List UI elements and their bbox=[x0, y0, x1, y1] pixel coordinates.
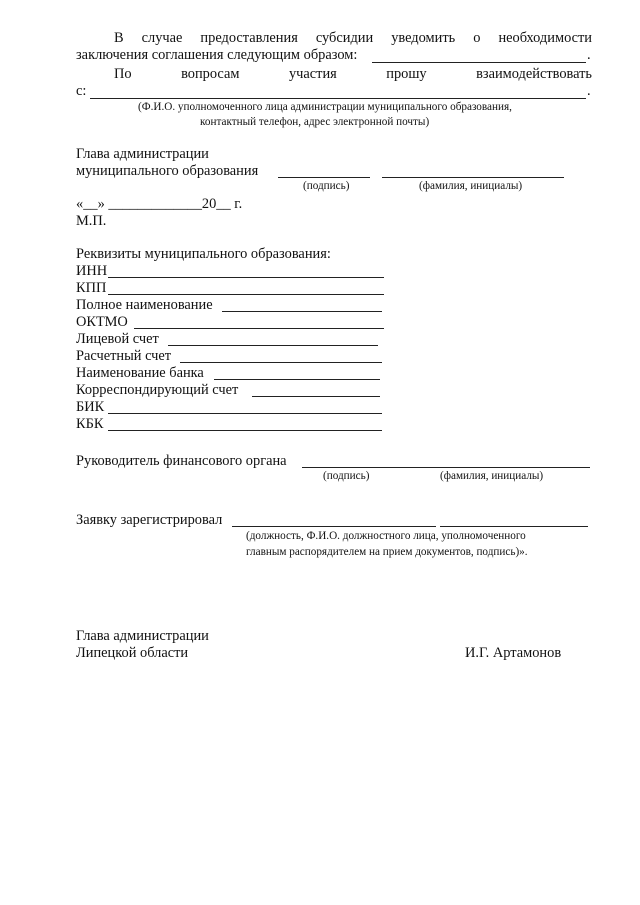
field-bik-label: БИК bbox=[76, 399, 105, 415]
head-signature-blank bbox=[278, 177, 370, 178]
field-settlement-account-blank[interactable] bbox=[180, 362, 382, 363]
field-personal-account-blank[interactable] bbox=[168, 345, 378, 346]
head-name-blank bbox=[382, 177, 564, 178]
head-title-1: Глава администрации bbox=[76, 146, 209, 162]
field-inn-blank[interactable] bbox=[108, 277, 384, 278]
field-full-name-label: Полное наименование bbox=[76, 297, 213, 313]
intro-line-4-prefix: с: bbox=[76, 83, 87, 99]
head-caption-name: (фамилия, инициалы) bbox=[419, 180, 523, 192]
intro-line-2: заключения соглашения следующим образом: bbox=[76, 47, 358, 63]
intro-caption-1: (Ф.И.О. уполномоченного лица администрации муниципального образования, bbox=[138, 101, 512, 113]
head-title-2: муниципального образования bbox=[76, 163, 259, 179]
field-inn-label: ИНН bbox=[76, 263, 108, 279]
intro-line-2-blank bbox=[372, 62, 586, 63]
intro-line-1: В случае предоставления субсидии уведомить о необходимости bbox=[114, 30, 592, 46]
field-personal-account-label: Лицевой счет bbox=[76, 331, 159, 347]
field-correspondent-account-label: Корреспондирующий счет bbox=[76, 382, 239, 398]
intro-line-2-period: . bbox=[587, 47, 591, 63]
field-bik-blank[interactable] bbox=[108, 413, 382, 414]
field-bank-name-label: Наименование банка bbox=[76, 365, 204, 381]
finance-head-caption-name: (фамилия, инициалы) bbox=[440, 470, 544, 482]
footer-title-1: Глава администрации bbox=[76, 628, 209, 644]
field-settlement-account-label: Расчетный счет bbox=[76, 348, 172, 364]
footer-signatory-name: И.Г. Артамонов bbox=[465, 645, 562, 661]
intro-line-4-blank bbox=[90, 98, 586, 99]
seal-mark: М.П. bbox=[76, 213, 107, 229]
registration-blank-1[interactable] bbox=[232, 526, 436, 527]
field-kbk-label: КБК bbox=[76, 416, 104, 432]
requisites-heading: Реквизиты муниципального образования: bbox=[76, 246, 331, 262]
footer-title-2: Липецкой области bbox=[76, 645, 189, 661]
field-full-name-blank[interactable] bbox=[222, 311, 382, 312]
intro-line-3: По вопросам участия прошу взаимодействовать bbox=[114, 66, 592, 82]
registration-caption-1: (должность, Ф.И.О. должностного лица, уполномоченного bbox=[246, 530, 526, 542]
field-oktmo-blank[interactable] bbox=[134, 328, 384, 329]
date-line: «__» _____________20__ г. bbox=[76, 196, 243, 212]
head-caption-signature: (подпись) bbox=[303, 180, 350, 192]
finance-head-signature-blank[interactable] bbox=[302, 467, 378, 468]
finance-head-caption-signature: (подпись) bbox=[323, 470, 370, 482]
registration-blank-2[interactable] bbox=[440, 526, 588, 527]
finance-head-label: Руководитель финансового органа bbox=[76, 453, 287, 469]
registration-label: Заявку зарегистрировал bbox=[76, 512, 223, 528]
intro-line-4-period: . bbox=[587, 83, 591, 99]
field-oktmo-label: ОКТМО bbox=[76, 314, 128, 330]
intro-caption-2: контактный телефон, адрес электронной почты) bbox=[200, 116, 430, 128]
field-correspondent-account-blank[interactable] bbox=[252, 396, 380, 397]
field-bank-name-blank[interactable] bbox=[214, 379, 380, 380]
field-kpp-blank[interactable] bbox=[108, 294, 384, 295]
field-kpp-label: КПП bbox=[76, 280, 107, 296]
finance-head-name-blank[interactable] bbox=[378, 467, 590, 468]
field-kbk-blank[interactable] bbox=[108, 430, 382, 431]
registration-caption-2: главным распорядителем на прием документов, подпись)». bbox=[246, 546, 528, 558]
